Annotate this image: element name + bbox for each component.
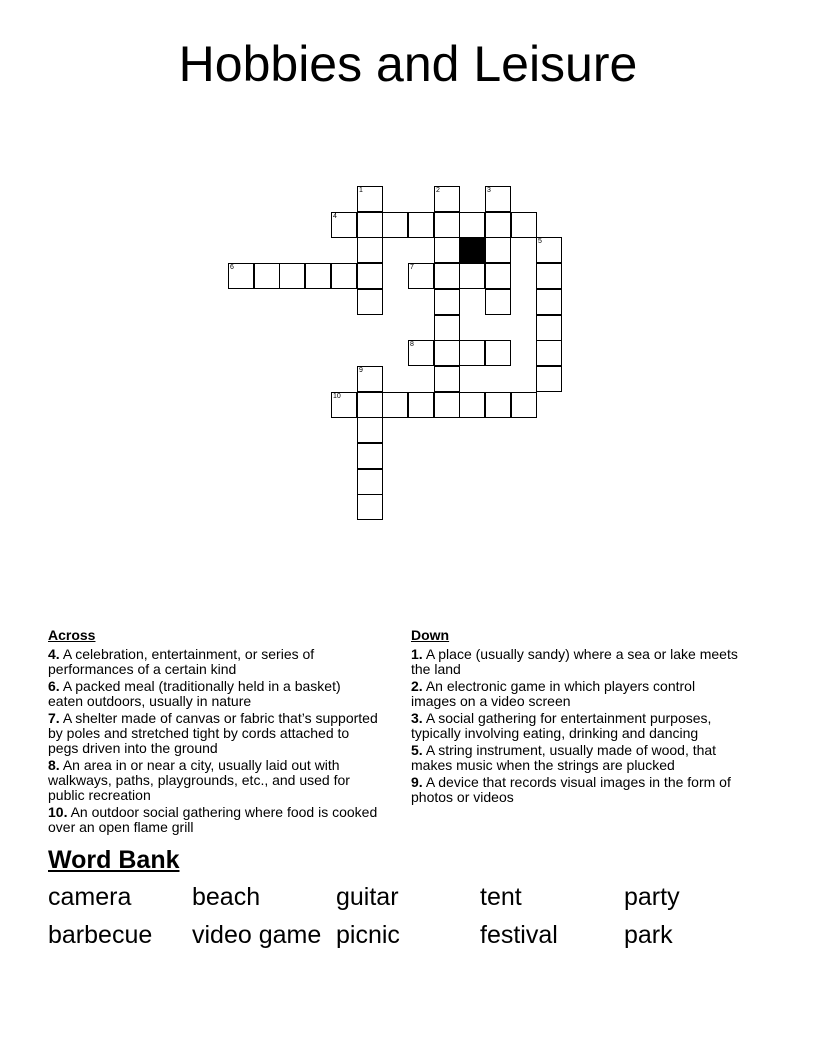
grid-cell[interactable]: [382, 392, 408, 418]
grid-cell[interactable]: [254, 263, 280, 289]
across-heading: Across: [48, 627, 96, 643]
grid-cell[interactable]: [459, 340, 485, 366]
grid-cell[interactable]: [434, 263, 460, 289]
grid-cell[interactable]: [485, 392, 511, 418]
cell-number: 1: [359, 187, 363, 194]
grid-cell[interactable]: [408, 340, 434, 366]
cell-number: 2: [436, 187, 440, 194]
cell-number: 7: [410, 264, 414, 271]
word-bank-item: picnic: [336, 921, 400, 949]
cell-number: 6: [230, 264, 234, 271]
clue-down-1: 1. A place (usually sandy) where a sea or lake meets the land: [411, 646, 738, 677]
across-clues: [48, 628, 378, 837]
grid-cell[interactable]: [408, 263, 434, 289]
grid-cell[interactable]: [536, 340, 562, 366]
grid-cell[interactable]: [357, 186, 383, 212]
grid-cell[interactable]: [459, 263, 485, 289]
grid-cell[interactable]: [434, 289, 460, 315]
word-bank-item: park: [624, 921, 673, 949]
grid-cell[interactable]: [434, 237, 460, 263]
grid-cell[interactable]: [485, 186, 511, 212]
grid-cell[interactable]: [434, 315, 460, 341]
grid-cell-blocked: [459, 237, 485, 263]
word-bank-item: barbecue: [48, 921, 153, 949]
grid-cell[interactable]: [434, 212, 460, 238]
cell-number: 8: [410, 341, 414, 348]
down-heading: Down: [411, 627, 450, 643]
grid-cell[interactable]: [536, 315, 562, 341]
grid-cell[interactable]: [357, 289, 383, 315]
word-bank-title: Word Bank: [48, 846, 180, 874]
cell-number: 3: [487, 187, 491, 194]
grid-cell[interactable]: [279, 263, 305, 289]
clue-down-5: 5. A string instrument, usually made of wood, that makes music when the strings are plucked: [411, 742, 717, 773]
grid-cell[interactable]: [434, 186, 460, 212]
grid-cell[interactable]: [485, 237, 511, 263]
word-bank-item: beach: [192, 883, 261, 911]
word-bank-item: party: [624, 883, 680, 911]
grid-cell[interactable]: [511, 212, 537, 238]
grid-cell[interactable]: [228, 263, 254, 289]
grid-cell[interactable]: [536, 366, 562, 392]
grid-cell[interactable]: [331, 212, 357, 238]
grid-cell[interactable]: [357, 263, 383, 289]
clue-across-4: 4. A celebration, entertainment, or series of performances of a certain kind: [48, 646, 315, 677]
grid-cell[interactable]: [536, 289, 562, 315]
grid-cell[interactable]: [485, 289, 511, 315]
word-bank-item: video game: [192, 921, 322, 949]
puzzle-title: Hobbies and Leisure: [178, 36, 638, 92]
grid-cell[interactable]: [357, 417, 383, 443]
grid-cell[interactable]: [434, 340, 460, 366]
clue-down-9: 9. A device that records visual images in the form of photos or videos: [411, 774, 731, 805]
cell-number: 4: [333, 213, 337, 220]
grid-cell[interactable]: [357, 212, 383, 238]
grid-cell[interactable]: [357, 443, 383, 469]
grid-cell[interactable]: [511, 392, 537, 418]
grid-cell[interactable]: [382, 212, 408, 238]
down-clues: [411, 628, 741, 807]
clue-across-6: 6. A packed meal (traditionally held in a basket) eaten outdoors, usually in nature: [48, 678, 341, 709]
grid-cell[interactable]: [434, 392, 460, 418]
grid-cell[interactable]: [536, 237, 562, 263]
grid-cell[interactable]: [357, 494, 383, 520]
grid-cell[interactable]: [408, 212, 434, 238]
grid-cell[interactable]: [434, 366, 460, 392]
word-bank-item: festival: [480, 921, 558, 949]
cell-number: 9: [359, 367, 363, 374]
word-bank-item: tent: [480, 883, 522, 911]
clue-down-3: 3. A social gathering for entertainment purposes, typically involving eating, drinking and dancing: [411, 710, 712, 741]
word-bank-item: guitar: [336, 883, 399, 911]
grid-cell[interactable]: [305, 263, 331, 289]
clue-across-7: 7. A shelter made of canvas or fabric that’s supported by poles and stretched tight by cords attached to pegs driven into the ground: [48, 710, 378, 756]
grid-cell[interactable]: [331, 392, 357, 418]
grid-cell[interactable]: [357, 366, 383, 392]
clue-across-10: 10. An outdoor social gathering where food is cooked over an open flame grill: [48, 804, 378, 835]
grid-cell[interactable]: [485, 340, 511, 366]
grid-cell[interactable]: [357, 237, 383, 263]
grid-cell[interactable]: [536, 263, 562, 289]
cell-number: 10: [333, 393, 341, 400]
word-bank-item: camera: [48, 883, 132, 911]
grid-cell[interactable]: [331, 263, 357, 289]
cell-number: 5: [538, 238, 542, 245]
clue-across-8: 8. An area in or near a city, usually laid out with walkways, paths, playgrounds, etc., and used for public recreation: [48, 757, 350, 803]
grid-cell[interactable]: [408, 392, 434, 418]
clue-down-2: 2. An electronic game in which players control images on a video screen: [411, 678, 696, 709]
grid-cell[interactable]: [485, 212, 511, 238]
grid-cell[interactable]: [485, 263, 511, 289]
grid-cell[interactable]: [459, 392, 485, 418]
grid-cell[interactable]: [357, 392, 383, 418]
grid-cell[interactable]: [459, 212, 485, 238]
grid-cell[interactable]: [357, 469, 383, 495]
